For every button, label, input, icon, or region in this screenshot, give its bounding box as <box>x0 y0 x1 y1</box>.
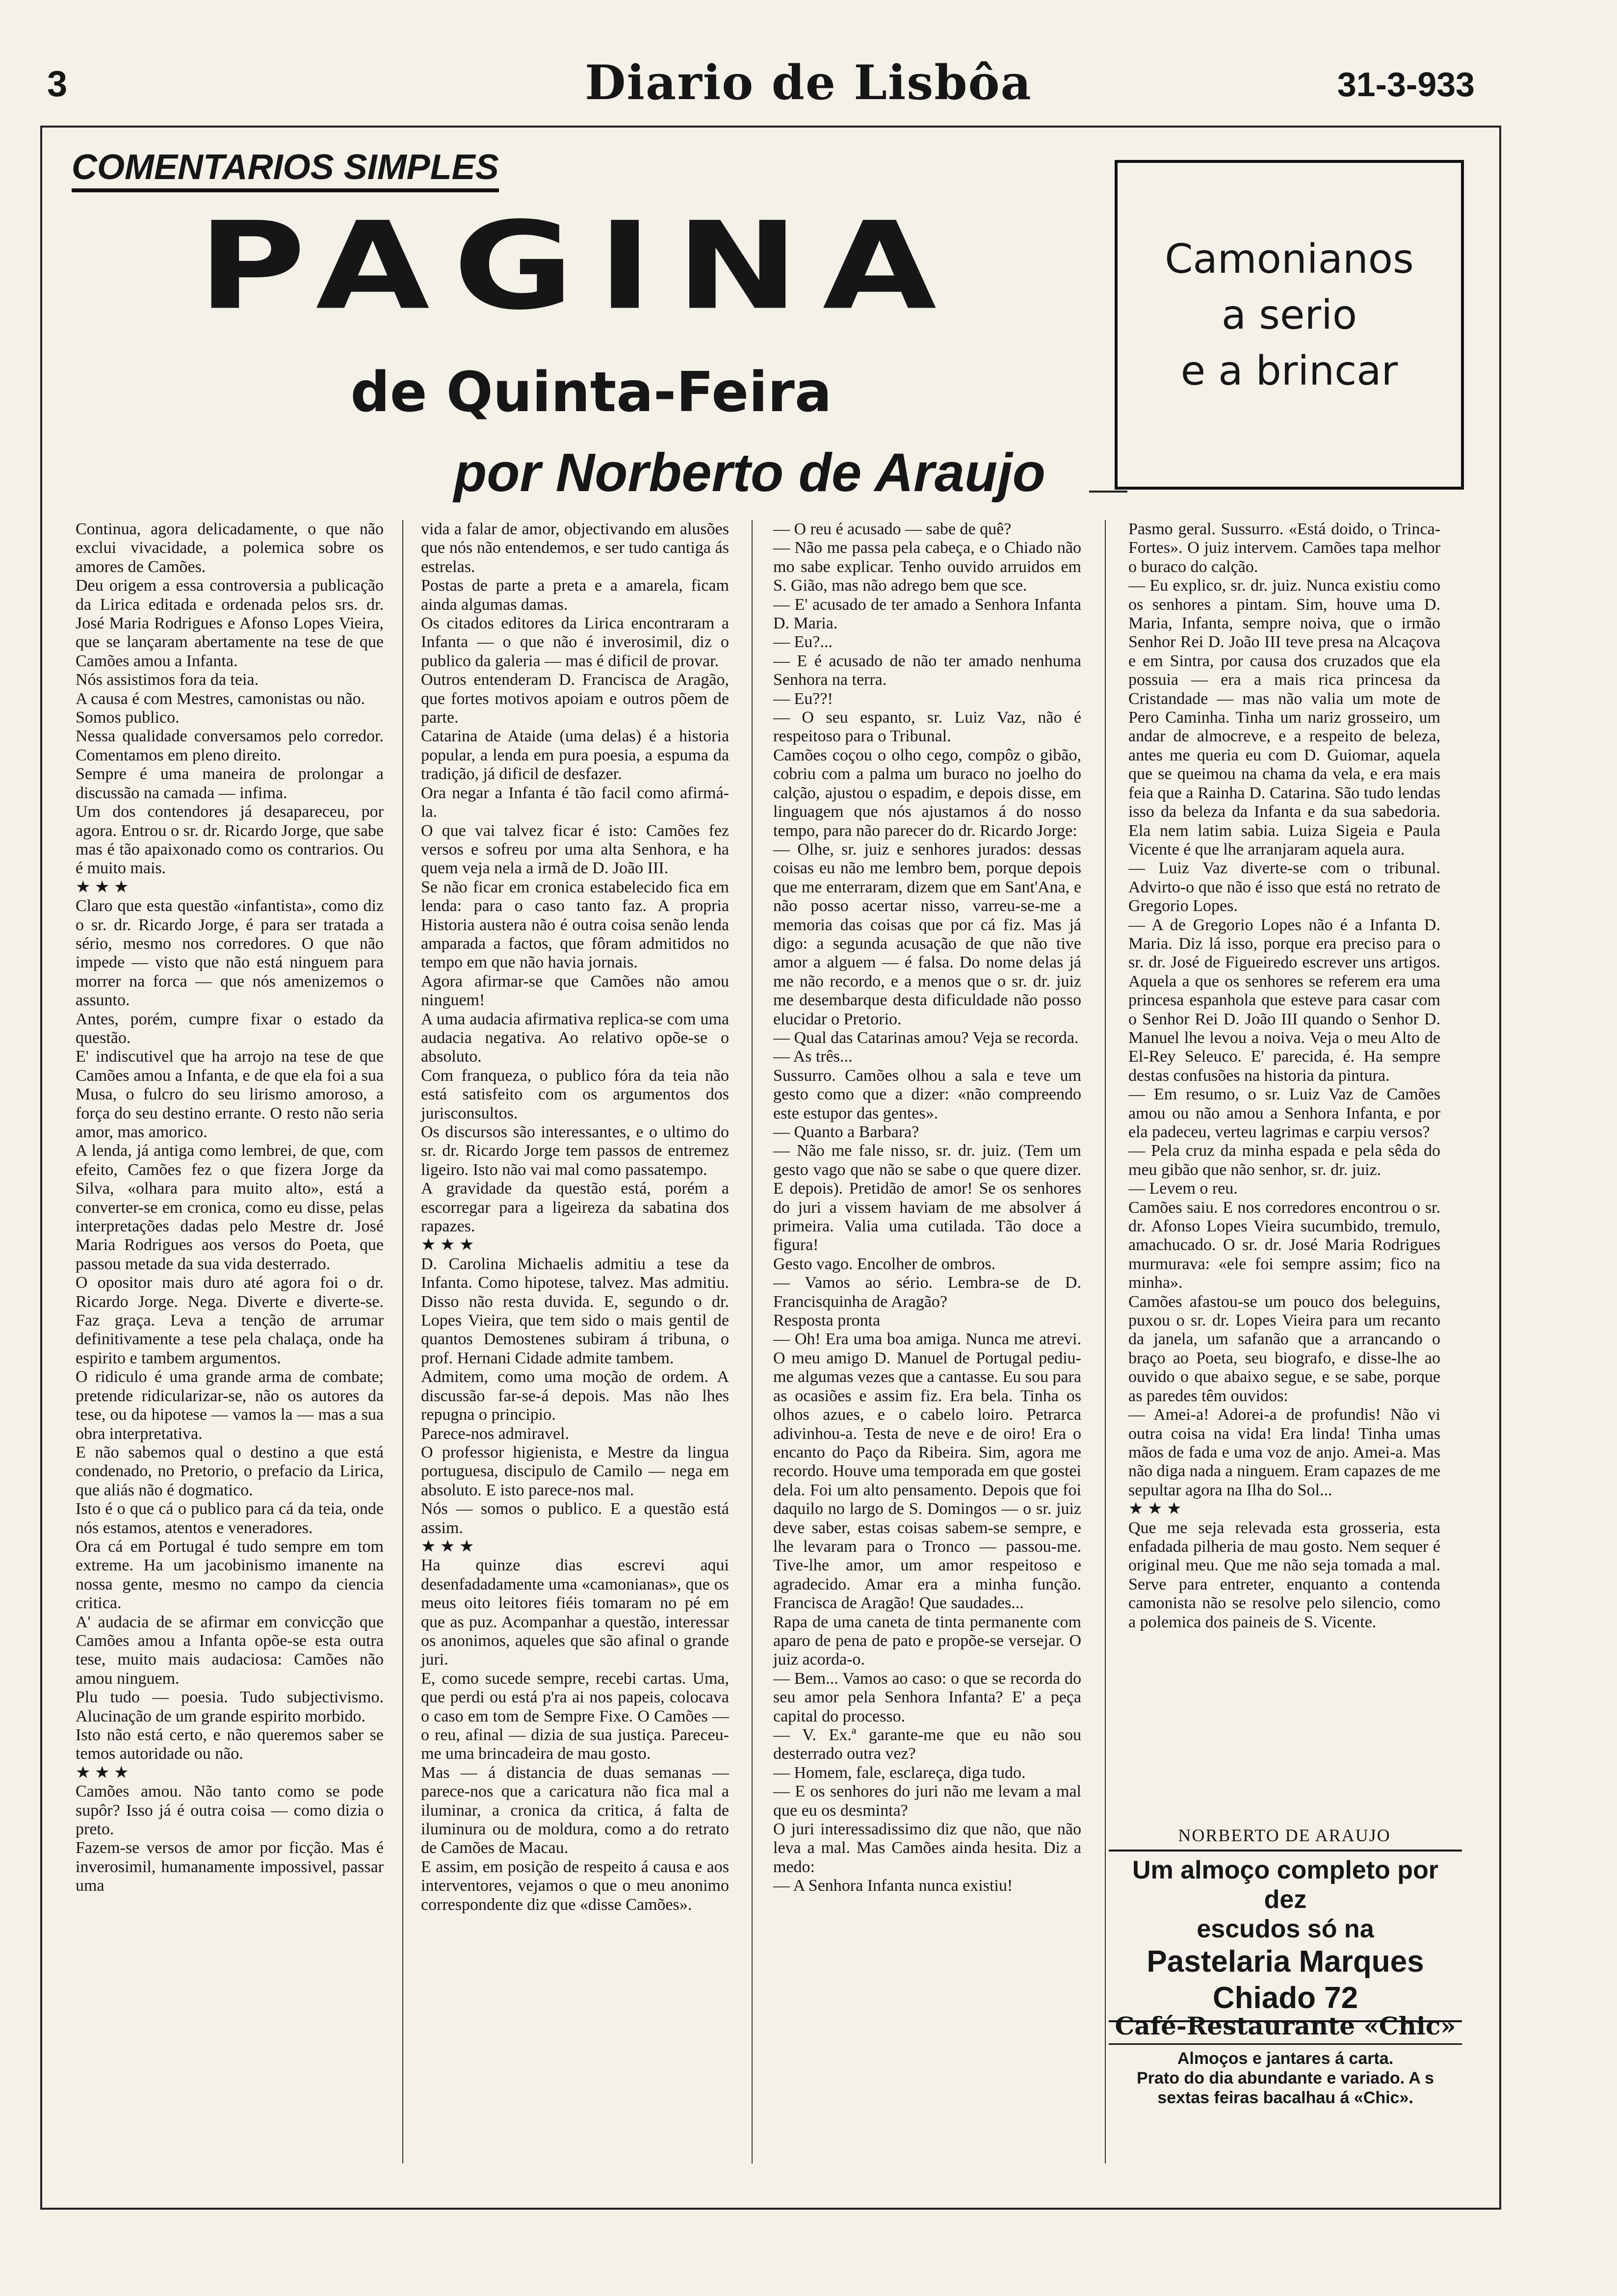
section-label: COMENTARIOS SIMPLES <box>72 147 499 192</box>
sidebar-box-line-2: a serio <box>1221 292 1357 339</box>
sidebar-box <box>1115 160 1464 490</box>
page-date: 31-3-933 <box>1337 65 1475 104</box>
byline: por Norberto de Araujo <box>454 443 1045 503</box>
pastelaria-ad-line-2: escudos só na <box>1197 1915 1374 1943</box>
sidebar-box-line-1: Camonianos <box>1165 236 1414 283</box>
author-signature: NORBERTO DE ARAUJO <box>1178 1826 1391 1845</box>
article-column-4: Pasmo geral. Sussurro. «Está doido, o Trinca-Fortes». O juiz intervem. Camões tapa melhor o buraco do calção. — Eu explico, sr. dr. juiz. Nunca existiu como os senhores a pintam. Sim, houve uma D. Maria, Infanta, sempre noiva, que o irmão Senhor Rei D. João III teve presa na Alcaçova e em Sintra, por causa dos cruzados que ela possuia — era a mais rica princesa da Cristandade — mas não valia um mote de Pero Caminha. Tinha um nariz grosseiro, um andar de almocreve, e a respeito de beleza, antes me queria eu com D. Guiomar, aquela que se queimou na chama da vela, e era mais feia que a Rainha D. Catarina. São tudo lendas isso da beleza da Infanta e da sua sabedoria. Ela nem latim sabia. Luiza Sigeia e Paula Vicente é que lhe arranjaram aquela aura. — Luiz Vaz diverte-se com o tribunal. Advirto-o que não é isso que está no retrato de Gregorio Lopes. — A de Gregorio Lopes não é a Infanta D. Maria. Diz lá isso, porque era preciso para o sr. dr. José de Figueiredo escrever uns artigos. Aquela a que os senhores se referem era uma princesa espanhola que esteve para casar com o Senhor Rei D. João III quando o Senhor D. Manuel lhe levou a noiva. Veja o meu Alto de El-Rey Seleuco. E' parecida, é. Ha sempre destas confusões na historia da pintura. — Em resumo, o sr. Luiz Vaz de Camões amou ou não amou a Senhora Infanta, e por ela padeceu, verteu lagrimas e carpiu versos? — Pela cruz da minha espada e pela sêda do meu gibão que não senhor, sr. dr. juiz. — Levem o reu. Camões saiu. E nos corredores encontrou o sr. dr. Afonso Lopes Vieira sucumbido, tremulo, amachucado. O sr. dr. José Maria Rodrigues murmurava: «ele foi sempre assim; fico na minha». Camões afastou-se um pouco dos beleguins, puxou o sr. dr. Lopes Vieira para um recanto da janela, um safanão que a arrancando o braço ao Poeta, seu biografo, e disse-lhe ao ouvido o que abaixo segue, e se sabe, porque as paredes têm ouvidos: — Amei-a! Adorei-a de profundis! Não vi outra coisa na vida! Era linda! Tinha umas mãos de fada e uma voz de anjo. Amei-a. Mas não diga nada a ninguem. Eram capazes de me sepultar agora na Ilha do Sol... ★ ★ ★ Que me seja relevada esta grosseria, esta enfadada pilheria de mau gosto. Nem sequer é original meu. Que me não seja tomada a mal. Serve para entreter, enquanto a contenda camonista não se resolve pelo silencio, como a polemica dos paineis de S. Vicente. <box>1128 520 1440 1631</box>
cafe-ad-text: Almoços e jantares á carta. Prato do dia abundante e variado. A s sextas feiras bacalhau á «Chic». <box>1137 2049 1434 2107</box>
page-number: 3 <box>47 63 68 104</box>
subheadline: de Quinta-Feira <box>350 361 832 424</box>
cafe-ad <box>1109 2011 1462 2108</box>
column-rule <box>402 520 403 2164</box>
pastelaria-ad-line-3: Pastelaria Marques <box>1147 1945 1424 1979</box>
byline-rule <box>1089 491 1127 493</box>
masthead: Diario de Lisbôa <box>585 55 1032 110</box>
pastelaria-ad <box>1109 1850 1462 2022</box>
column-rule <box>1105 520 1106 2164</box>
headline: PAGINA <box>198 196 960 337</box>
sidebar-box-line-3: e a brincar <box>1180 348 1398 394</box>
column-rule <box>752 520 753 2164</box>
article-column-3: — O reu é acusado — sabe de quê? — Não me passa pela cabeça, e o Chiado não mo sabe explicar. Tenho ouvido arruidos em S. Gião, mas não adrego bem que sce. — E' acusado de ter amado a Senhora Infanta D. Maria. — Eu?... — E é acusado de não ter amado nenhuma Senhora na terra. — Eu??! — O seu espanto, sr. Luiz Vaz, não é respeitoso para o Tribunal. Camões coçou o olho cego, compôz o gibão, cobriu com a palma um buraco no joelho do calção, ajustou o espadim, e depois disse, em linguagem que nós ajustamos á do nosso tempo, para não parecer do dr. Ricardo Jorge: — Olhe, sr. juiz e senhores jurados: dessas coisas eu não me lembro bem, porque depois que me enterraram, dizem que em Sant'Ana, e não posso acertar nisso, varreu-se-me a memoria das coisas que por cá fiz. Mas já digo: a segunda acusação de que não tive amor a alguem — é falsa. Do nome delas já me não recordo, e a menos que o sr. dr. juiz me desembarque desta dificuldade não posso elucidar o Pretorio. — Qual das Catarinas amou? Veja se recorda. — As três... Sussurro. Camões olhou a sala e teve um gesto como que a dizer: «não compreendo este estupor das gentes». — Quanto a Barbara? — Não me fale nisso, sr. dr. juiz. (Tem um gesto vago que não se sabe o que quere dizer. E depois). Pretidão de amor! Se os senhores do juri a vissem haviam de me absolver á primeira. Valia uma cutilada. Tão doce a figura! Gesto vago. Encolher de ombros. — Vamos ao sério. Lembra-se de D. Francisquinha de Aragão? Resposta pronta — Oh! Era uma boa amiga. Nunca me atrevi. O meu amigo D. Manuel de Portugal pediu-me algumas vezes que a cantasse. Eu sou para as ocasiões e assim fiz. Era bela. Tinha os olhos azues, e o cabelo loiro. Petrarca adivinhou-a. Testa de neve e de oiro! Era o encanto do Paço da Ribeira. Sim, agora me recordo. Houve uma temporada em que gostei dela. Foi um alto pensamento. Depois que foi daquilo no largo de S. Domingos — o sr. juiz deve saber, estas coisas sabem-se sempre, e lhe levaram para o Tronco — passou-me. Tive-lhe amor, um amor respeitoso e agradecido. Amar era a minha função. Francisca de Aragão! Que saudades... Rapa de uma caneta de tinta permanente com aparo de pena de pato e propõe-se versejar. O juiz acorda-o. — Bem... Vamos ao caso: o que se recorda do seu amor pela Senhora Infanta? E' a peça capital do processo. — V. Ex.ª garante-me que eu não sou desterrado outra vez? — Homem, fale, esclareça, diga tudo. — E os senhores do juri não me levam a mal que eu os desminta? O juri interessadissimo diz que não, que não leva a mal. Mas Camões ainda hesita. Diz a medo: — A Senhora Infanta nunca existiu! <box>773 520 1081 1895</box>
article-column-1: Continua, agora delicadamente, o que não exclui vivacidade, a polemica sobre os amores de Camões. Deu origem a essa controversia a publicação da Lirica editada e ordenada pelos srs. dr. José Maria Rodrigues e Afonso Lopes Vieira, que se lançaram abertamente na tese de que Camões amou a Infanta. Nós assistimos fora da teia. A causa é com Mestres, camonistas ou não. Somos publico. Nessa qualidade conversamos pelo corredor. Comentamos em pleno direito. Sempre é uma maneira de prolongar a discussão na camada — infima. Um dos contendores já desapareceu, por agora. Entrou o sr. dr. Ricardo Jorge, que sabe mas é tão apaixonado como os contrarios. Ou é muito mais. ★ ★ ★ Claro que esta questão «infantista», como diz o sr. dr. Ricardo Jorge, é para ser tratada a sério, mesmo nos corredores. O que não impede — visto que não está ninguem para morrer na forca — que nós amenizemos o assunto. Antes, porém, cumpre fixar o estado da questão. E' indiscutivel que ha arrojo na tese de que Camões amou a Infanta, e de que ela foi a sua Musa, o fulcro do seu lirismo amoroso, a força do seu destino errante. O resto não seria amor, mas amorico. A lenda, já antiga como lembrei, de que, com efeito, Camões fez o que fizera Jorge da Silva, «olhara para muito alto», está a converter-se em cronica, como eu disse, pelas interpretações dadas pelo Mestre dr. José Maria Rodrigues aos versos do Poeta, que passou metade da sua vida desterrado. O opositor mais duro até agora foi o dr. Ricardo Jorge. Nega. Diverte e diverte-se. Faz graça. Leva a tenção de arrumar definitivamente a tese pela chalaça, onde ha espirito e tambem argumentos. O ridiculo é uma grande arma de combate; pretende ridicularizar-se, não os autores da tese, ou da hipotese — vamos la — mas a sua obra interpretativa. E não sabemos qual o destino a que está condenado, no Pretorio, o prefacio da Lirica, que aliás não é dogmatico. Isto é o que cá o publico para cá da teia, onde nós estamos, atentos e veneradores. Ora cá em Portugal é tudo sempre em tom extreme. Ha um jacobinismo imanente na nossa gente, mesmo no campo da ciencia critica. A' audacia de se afirmar em convicção que Camões amou a Infanta opõe-se esta outra tese, muito mais audaciosa: Camões não amou ninguem. Plu tudo — poesia. Tudo subjectivismo. Alucinação de um grande espirito morbido. Isto não está certo, e não queremos saber se temos autoridade ou não. ★ ★ ★ Camões amou. Não tanto como se pode supôr? Isso já é outra coisa — como dizia o preto. Fazem-se versos de amor por ficção. Mas é inverosimil, humanamente impossivel, passar uma <box>76 520 384 1895</box>
article-column-2: vida a falar de amor, objectivando em alusões que nós não entendemos, e ser tudo cantiga ás estrelas. Postas de parte a preta e a amarela, ficam ainda algumas damas. Os citados editores da Lirica encontraram a Infanta — o que não é inverosimil, diz o publico da galeria — mas é dificil de provar. Outros entenderam D. Francisca de Aragão, que fortes motivos apoiam e outros põem de parte. Catarina de Ataide (uma delas) é a historia popular, a lenda em pura poesia, a espuma da tradição, já dificil de desfazer. Ora negar a Infanta é tão facil como afirmá-la. O que vai talvez ficar é isto: Camões fez versos e sofreu por uma alta Senhora, e ha quem veja nela a irmã de D. João III. Se não ficar em cronica estabelecido fica em lenda: para o caso tanto faz. A propria Historia austera não é outra coisa senão lenda amparada a factos, que fôram admitidos no tempo em que não havia jornais. Agora afirmar-se que Camões não amou ninguem! A uma audacia afirmativa replica-se com uma audacia negativa. Ao relativo opõe-se o absoluto. Com franqueza, o publico fóra da teia não está satisfeito com os argumentos dos jurisconsultos. Os discursos são interessantes, e o ultimo do sr. dr. Ricardo Jorge tem passos de entremez ligeiro. Isto não vai mal como passatempo. A gravidade da questão está, porém a escorregar para a ligeireza da sabatina dos rapazes. ★ ★ ★ D. Carolina Michaelis admitiu a tese da Infanta. Como hipotese, talvez. Mas admitiu. Disso não resta duvida. E, segundo o dr. Lopes Vieira, que tem sido o mais gentil de quantos Demostenes subiram á tribuna, o prof. Hernani Cidade admite tambem. Admitem, como uma moção de ordem. A discussão far-se-á depois. Mas não lhes repugna o principio. Parece-nos admiravel. O professor higienista, e Mestre da lingua portuguesa, discipulo de Camilo — nega em absoluto. E isto parece-nos mal. Nós — somos o publico. E a questão está assim. ★ ★ ★ Ha quinze dias escrevi aqui desenfadadamente uma «camonianas», que os meus oito leitores fiéis tomaram no pé em que as puz. Acompanhar a questão, interessar os anonimos, aqueles que são afinal o grande juri. E, como sucede sempre, recebi cartas. Uma, que perdi ou está p'ra ai nos papeis, colocava o caso em tom de Sempre Fixe. O Camões — o reu, afinal — dizia de sua justiça. Pareceu-me uma brincadeira de mau gosto. Mas — á distancia de duas semanas — parece-nos que a caricatura não fica mal a iluminar, a cronica da critica, á falta de iluminura ou de moldura, como a do retrato de Camões de Macau. E assim, em posição de respeito á causa e aos interventores, vejamos o que o meu anonimo correspondente diz que «disse Camões». <box>421 520 729 1914</box>
pastelaria-ad-line-1: Um almoço completo por dez <box>1132 1856 1439 1914</box>
pastelaria-ad-line-4: Chiado 72 <box>1212 1981 1358 2015</box>
cafe-ad-title: Café-Restaurante «Chic» <box>1109 2011 1462 2045</box>
